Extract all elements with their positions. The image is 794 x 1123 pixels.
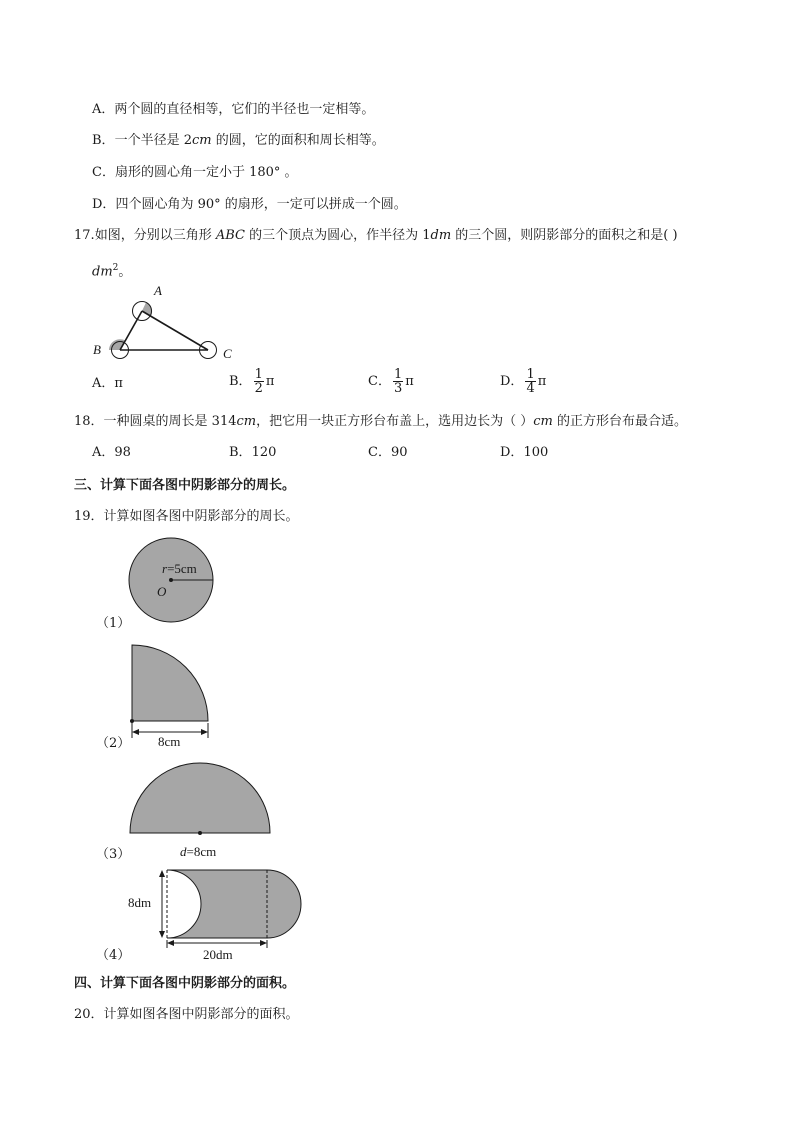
q17-triangle-figure xyxy=(90,280,250,370)
width-arrow-right xyxy=(260,940,267,946)
q18-stem: 18．一种圆桌的周长是 314cm，把它用一块正方形台布盖上，选用边长为（ ）cm 的正方形台布最合适。 xyxy=(74,414,687,429)
width-arrow-left xyxy=(167,940,174,946)
q18-option-b: B．120 xyxy=(229,445,277,460)
fraction: $\frac{1}{2}$ xyxy=(254,367,263,396)
radius-value: =5cm xyxy=(167,561,197,576)
q17-option-c: C． $\frac{1}{3}$ π xyxy=(368,367,414,396)
q19-fig4-label: （4） xyxy=(96,948,131,963)
center-label: O xyxy=(157,584,167,599)
corner-dot xyxy=(130,719,134,723)
shaded-region xyxy=(167,870,301,938)
q16-option-d: D．四个圆心角为 90° 的扇形，一定可以拼成一个圆。 xyxy=(92,197,407,212)
fraction: $\frac{1}{4}$ xyxy=(526,367,535,396)
q17-option-d: D． $\frac{1}{4}$ π xyxy=(500,367,547,396)
q19-fig3-semicircle xyxy=(125,760,275,860)
fraction: $\frac{1}{3}$ xyxy=(393,367,403,396)
q16-option-c: C．扇形的圆心角一定小于 180° 。 xyxy=(92,165,298,180)
q16-option-a: A．两个圆的直径相等，它们的半径也一定相等。 xyxy=(92,102,375,117)
diameter-value: =8cm xyxy=(186,844,217,859)
arrow-left xyxy=(132,729,139,735)
height-arrow-bottom xyxy=(159,931,165,938)
semicircle-shape xyxy=(130,763,270,833)
q17-option-b: B． $\frac{1}{2}$ π xyxy=(229,367,275,396)
q19-fig1-circle xyxy=(128,529,218,625)
q19-stem: 19．计算如图各图中阴影部分的周长。 xyxy=(74,509,299,524)
q19-fig2-quarter-circle xyxy=(125,640,215,750)
radius-symbol: r xyxy=(162,561,168,576)
q20-stem: 20．计算如图各图中阴影部分的面积。 xyxy=(74,1007,299,1022)
center-dot xyxy=(169,578,173,582)
q17-option-a: A．π xyxy=(92,376,123,391)
q18-option-d: D．100 xyxy=(500,445,549,460)
arrow-right xyxy=(201,729,208,735)
height-label: 8dm xyxy=(128,895,152,910)
q17-answer-unit: $dm^2$。 xyxy=(92,263,132,280)
side-ab xyxy=(120,311,142,350)
diameter-symbol: d xyxy=(180,844,187,859)
q18-option-c: C．90 xyxy=(368,445,408,460)
quarter-sector xyxy=(132,645,208,721)
width-label: 20dm xyxy=(203,947,233,962)
vertex-label-b: B xyxy=(93,342,101,357)
section-3-heading: 三、计算下面各图中阴影部分的周长。 xyxy=(74,478,296,493)
section-4-heading: 四、计算下面各图中阴影部分的面积。 xyxy=(74,976,296,991)
q19-fig3-label: （3） xyxy=(96,847,131,862)
q17-stem: 17.如图，分别以三角形 ABC 的三个顶点为圆心，作半径为 1dm 的三个圆，则阴影部分的面积之和是( ) xyxy=(74,228,678,243)
center-dot xyxy=(198,831,202,835)
q19-fig2-label: （2） xyxy=(96,736,131,751)
q19-fig4-composite xyxy=(125,862,310,962)
q18-option-a: A．98 xyxy=(92,445,131,460)
q19-fig1-label: （1） xyxy=(96,616,131,631)
height-arrow-top xyxy=(159,870,165,877)
vertex-label-c: C xyxy=(223,346,232,361)
q16-option-b: B．一个半径是 2cm 的圆，它的面积和周长相等。 xyxy=(92,133,385,148)
side-ac xyxy=(142,311,208,350)
vertex-label-a: A xyxy=(154,283,162,298)
diameter-label xyxy=(180,844,216,859)
dim-label: 8cm xyxy=(158,734,181,749)
radius-label xyxy=(162,561,197,576)
